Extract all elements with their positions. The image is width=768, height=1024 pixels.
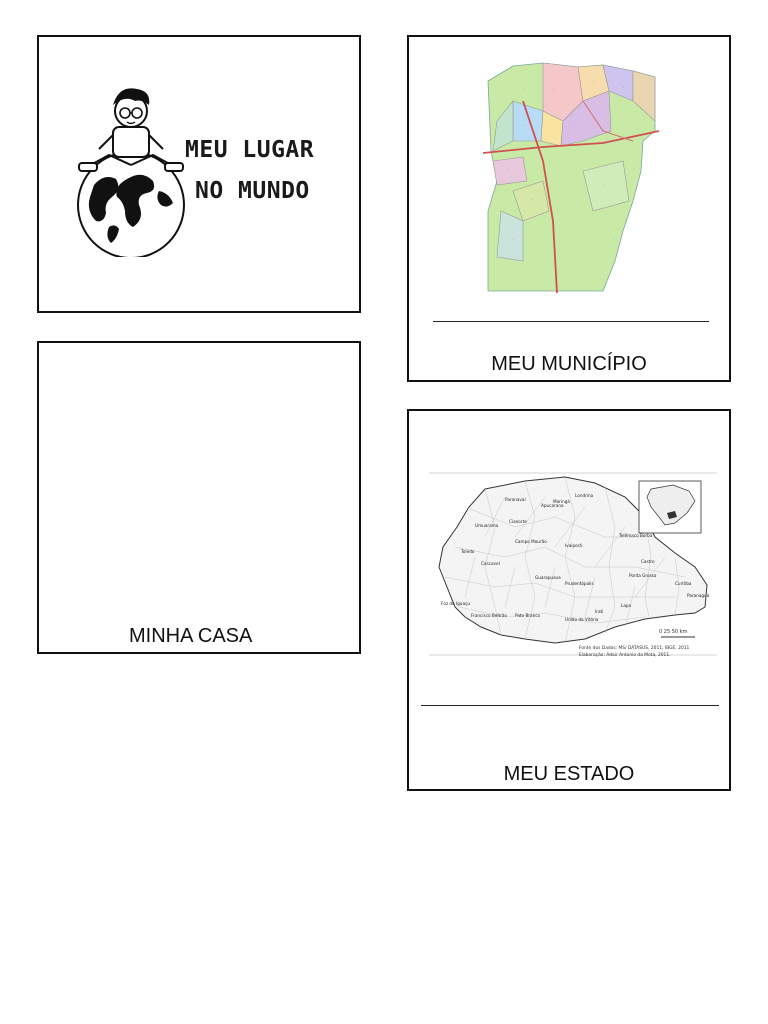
- state-map-label: Cascavel: [481, 561, 500, 566]
- state-map-label: Pato Branco: [515, 613, 541, 618]
- state-map-label: União da Vitória: [565, 617, 599, 622]
- state-map-label: Paranavaí: [505, 497, 526, 502]
- child-on-globe-illustration: [69, 87, 194, 257]
- cover-card: [37, 35, 361, 313]
- municipality-card-label: MEU MUNICÍPIO: [491, 353, 647, 375]
- svg-text:·: ·: [507, 168, 509, 172]
- state-map-scale: 0 25 50 km: [659, 629, 688, 635]
- state-map-label: Castro: [641, 559, 655, 564]
- state-map-label: Ponta Grossa: [629, 573, 657, 578]
- state-map-label: Londrina: [575, 493, 594, 498]
- state-map-label: Umuarama: [475, 523, 499, 528]
- svg-text:·: ·: [603, 184, 605, 188]
- state-card: [407, 409, 731, 791]
- svg-text:·: ·: [613, 238, 615, 242]
- state-map-label: Cianorte: [509, 519, 527, 524]
- municipality-map: [483, 61, 659, 293]
- state-map-label: Curitiba: [675, 581, 692, 586]
- state-map-label: Campo Mourão: [515, 539, 547, 544]
- municipality-card: [407, 35, 731, 382]
- svg-text:·: ·: [593, 80, 595, 84]
- svg-text:·: ·: [523, 124, 525, 128]
- svg-text:·: ·: [573, 124, 575, 128]
- state-map-label: Apucarana: [541, 503, 564, 508]
- state-map-label: Telêmaco Borba: [619, 533, 653, 538]
- state-map-label: Guarapuava: [535, 575, 561, 580]
- state-map-label: Irati: [595, 609, 604, 614]
- svg-text:·: ·: [531, 198, 533, 202]
- state-name-line: [421, 705, 719, 706]
- svg-text:·: ·: [523, 88, 525, 92]
- cover-title-line2: NO MUNDO: [195, 178, 310, 204]
- house-card-label: MINHA CASA: [129, 625, 253, 647]
- cover-title-line1: MEU LUGAR: [185, 137, 315, 163]
- state-map-label: Maringá: [553, 499, 570, 504]
- house-card: [37, 341, 361, 654]
- municipality-name-line: [433, 321, 709, 322]
- state-map-label: Francisco Beltrão: [471, 613, 507, 618]
- state-map-label: Toledo: [461, 549, 475, 554]
- state-map-label: Paranaguá: [687, 593, 710, 598]
- svg-text:·: ·: [513, 238, 515, 242]
- state-map-source-2: Elaboração: Adair Antonio da Mota, 2011.: [579, 653, 671, 658]
- state-card-label: MEU ESTADO: [503, 763, 635, 785]
- state-map: [425, 467, 721, 667]
- state-map-source-1: Fonte dos Dados: MS/ DATASUS, 2011; IBGE, 2011: [579, 646, 690, 651]
- svg-text:·: ·: [553, 88, 555, 92]
- state-map-label: Ivaiporã: [565, 543, 582, 548]
- state-map-label: Prudentópolis: [565, 581, 594, 586]
- state-map-label: Foz do Iguaçu: [441, 601, 470, 606]
- svg-text:·: ·: [623, 86, 625, 90]
- state-map-label: Lapa: [621, 603, 632, 608]
